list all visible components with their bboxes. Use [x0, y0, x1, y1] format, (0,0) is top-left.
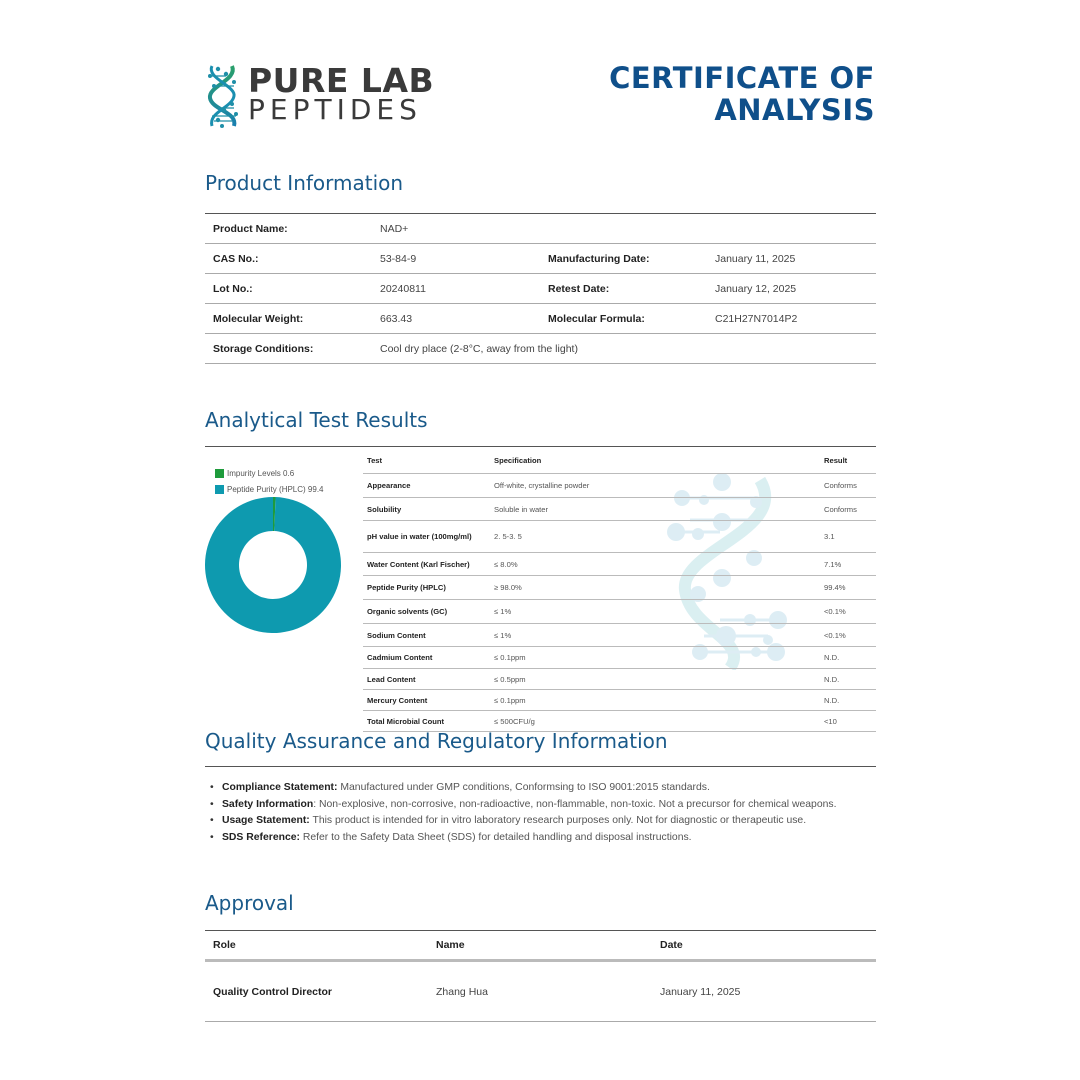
company-logo	[204, 62, 434, 128]
test-name: Organic solvents (GC)	[367, 607, 448, 616]
approval-table-header	[205, 931, 876, 962]
test-name: Mercury Content	[367, 695, 428, 705]
legend-swatch	[215, 469, 224, 478]
product-info-row	[205, 214, 876, 244]
test-name: pH value in water (100mg/ml)	[367, 532, 472, 541]
test-result: 3.1	[824, 532, 835, 541]
qa-item-label: Usage Statement:	[222, 815, 310, 826]
manufacturing-date-label: Manufacturing Date:	[548, 252, 650, 265]
molecular-formula-value: C21H27N7014P2	[715, 312, 798, 325]
product-information-heading: Product Information	[205, 171, 404, 195]
test-name: Total Microbial Count	[367, 716, 445, 726]
product-name-label: Product Name:	[213, 222, 288, 235]
test-name: Lead Content	[367, 674, 416, 684]
legend-label: Impurity Levels 0.6	[227, 468, 295, 478]
document-title	[609, 62, 875, 126]
lot-label: Lot No.:	[213, 282, 253, 295]
analytical-table-row	[363, 521, 876, 553]
test-specification: ≤ 8.0%	[494, 559, 518, 569]
test-result: 99.4%	[824, 583, 846, 592]
test-specification: ≤ 0.5ppm	[494, 674, 526, 684]
manufacturing-date-value: January 11, 2025	[715, 252, 796, 265]
storage-conditions-label: Storage Conditions:	[213, 342, 314, 355]
qa-list	[222, 780, 882, 846]
molecular-weight-label: Molecular Weight:	[213, 312, 304, 325]
retest-date-value: January 12, 2025	[715, 282, 797, 295]
qa-item-safety	[222, 797, 882, 814]
product-info-row	[205, 304, 876, 334]
analytical-table-row	[363, 474, 876, 498]
approval-table	[205, 931, 876, 1022]
analytical-table-row	[363, 600, 876, 624]
analytical-table-row	[363, 647, 876, 669]
legend-label: Peptide Purity (HPLC) 99.4	[227, 484, 324, 494]
test-specification: ≤ 1%	[494, 630, 512, 640]
qa-item-label: SDS Reference:	[222, 831, 300, 843]
qa-item-text: Refer to the Safety Data Sheet (SDS) for detailed handling and disposal instructions.	[299, 831, 692, 843]
test-result: <10	[824, 716, 837, 726]
test-result: <0.1%	[824, 607, 846, 616]
product-info-row	[205, 334, 876, 364]
column-header-specification: Specification	[494, 455, 542, 465]
test-result: N.D.	[824, 695, 840, 705]
analytical-table-row	[363, 553, 876, 576]
test-result: Conforms	[824, 504, 857, 514]
qa-item-sds	[222, 830, 882, 847]
test-name: Water Content (Karl Fischer)	[367, 559, 470, 569]
analytical-table-row	[363, 690, 876, 711]
storage-conditions-value: Cool dry place (2-8°C, away from the light)	[380, 342, 578, 355]
qa-item-label: Safety Information	[222, 798, 314, 810]
analytical-table-row	[363, 498, 876, 521]
test-result: Conforms	[824, 481, 857, 490]
product-info-row	[205, 274, 876, 304]
column-header-role: Role	[213, 939, 236, 951]
logo-text-line1: PURE LAB	[248, 61, 435, 100]
test-result: N.D.	[824, 674, 840, 684]
test-result: N.D.	[824, 653, 840, 662]
test-result: 7.1%	[824, 559, 842, 569]
qa-item-label: Compliance Statement:	[222, 782, 338, 793]
test-result: <0.1%	[824, 630, 846, 640]
dna-logo-icon	[204, 64, 242, 128]
cas-value: 53-84-9	[380, 252, 417, 265]
legend-item-purity	[215, 481, 324, 497]
column-header-result: Result	[824, 455, 848, 465]
column-header-date: Date	[660, 939, 683, 951]
product-info-row	[205, 244, 876, 274]
approval-heading: Approval	[205, 891, 294, 915]
title-line2: ANALYSIS	[714, 93, 875, 127]
donut-slice-purity	[205, 497, 341, 633]
approval-row	[205, 962, 876, 1022]
test-specification: ≤ 0.1ppm	[494, 695, 526, 705]
analytical-table-row	[363, 576, 876, 600]
test-name: Solubility	[367, 504, 402, 514]
legend-item-impurity	[215, 465, 324, 481]
column-header-test: Test	[367, 455, 383, 465]
qa-item-text: : Non-explosive, non-corrosive, non-radioactive, non-flammable, non-toxic. Not a precursor for chemical weapons.	[313, 798, 837, 810]
test-name: Sodium Content	[367, 630, 426, 640]
test-specification: ≤ 500CFU/g	[494, 716, 535, 726]
legend-swatch	[215, 485, 224, 494]
column-header-name: Name	[436, 939, 465, 951]
qa-item-usage	[222, 813, 882, 830]
qa-heading: Quality Assurance and Regulatory Information	[205, 729, 668, 753]
divider	[205, 766, 876, 767]
test-specification: ≥ 98.0%	[494, 583, 522, 592]
test-specification: ≤ 1%	[494, 607, 512, 616]
molecular-formula-label: Molecular Formula:	[548, 312, 645, 325]
approval-date: January 11, 2025	[660, 985, 741, 998]
product-name-value: NAD+	[380, 222, 409, 235]
purity-donut-chart	[204, 496, 342, 634]
test-name: Peptide Purity (HPLC)	[367, 583, 446, 592]
analytical-table-row	[363, 624, 876, 647]
approver-role: Quality Control Director	[213, 985, 333, 998]
test-specification: 2. 5-3. 5	[494, 532, 522, 541]
test-name: Cadmium Content	[367, 653, 433, 662]
analytical-table	[363, 447, 876, 732]
analytical-table-row	[363, 669, 876, 690]
qa-item-text: This product is intended for in vitro laboratory research purposes only. Not for diagnostic or therapeutic use.	[309, 815, 807, 826]
retest-date-label: Retest Date:	[548, 282, 610, 295]
logo-text-line2: PEPTIDES	[248, 93, 422, 126]
chart-legend	[215, 465, 324, 497]
molecular-weight-value: 663.43	[380, 312, 413, 325]
test-specification: ≤ 0.1ppm	[494, 653, 526, 662]
test-specification: Soluble in water	[494, 504, 549, 514]
title-line1: CERTIFICATE OF	[609, 61, 875, 95]
lot-value: 20240811	[380, 282, 426, 295]
qa-item-text: Manufactured under GMP conditions, Conformsing to ISO 9001:2015 standards.	[337, 782, 710, 793]
product-info-table	[205, 214, 876, 364]
analytical-results-heading: Analytical Test Results	[205, 408, 428, 432]
qa-item-compliance	[222, 780, 882, 797]
analytical-table-header	[363, 447, 876, 474]
approver-name: Zhang Hua	[436, 985, 488, 998]
test-name: Appearance	[367, 481, 411, 490]
cas-label: CAS No.:	[213, 252, 259, 265]
test-specification: Off-white, crystalline powder	[494, 481, 590, 490]
